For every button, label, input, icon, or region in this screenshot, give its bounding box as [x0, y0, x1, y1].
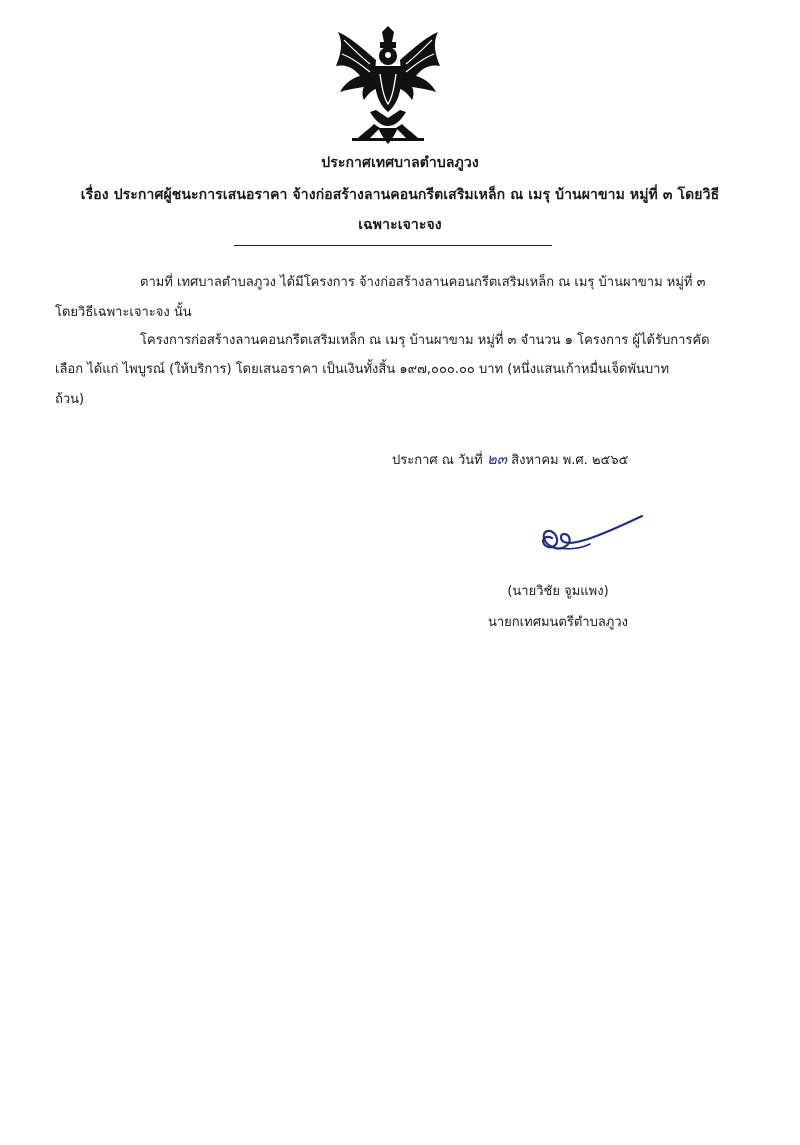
garuda-emblem-icon	[330, 26, 446, 144]
announcement-prefix: ประกาศ ณ วันที่	[392, 453, 483, 468]
paragraph-2-line-1: โครงการก่อสร้างลานคอนกรีตเสริมเหล็ก ณ เมรุ บ้านผาขาม หมู่ที่ ๓ จำนวน ๑ โครงการ ผู้ได้รับการคัด	[140, 333, 710, 348]
paragraph-1-line-2: โดยวิธีเฉพาะเจาะจง นั้น	[55, 305, 192, 320]
announcement-day: ๒๓	[486, 450, 508, 468]
subject-line-1: เรื่อง ประกาศผู้ชนะการเสนอราคา จ้างก่อสร้างลานคอนกรีตเสริมเหล็ก ณ เมรุ บ้านผาขาม หมู่ที่ ๓ โดยวิธี	[80, 187, 720, 203]
paragraph-1-line-1: ตามที่ เทศบาลตำบลภูวง ได้มีโครงการ จ้างก่อสร้างลานคอนกรีตเสริมเหล็ก ณ เมรุ บ้านผาขาม หมู่ที่ ๓	[140, 275, 706, 290]
handwritten-signature-icon	[530, 508, 650, 556]
subject-line-2: เฉพาะเจาะจง	[358, 217, 442, 233]
paragraph-2-line-3: ถ้วน)	[55, 392, 85, 407]
org-title: ประกาศเทศบาลตำบลภูวง	[321, 155, 479, 171]
divider-line	[234, 245, 552, 246]
signatory-position: นายกเทศมนตรีตำบลภูวง	[488, 615, 628, 630]
announcement-month-year: สิงหาคม พ.ศ. ๒๕๖๕	[511, 453, 629, 468]
paragraph-2-line-2: เลือก ได้แก่ ไพบูรณ์ (ให้บริการ) โดยเสนอราคา เป็นเงินทั้งสิ้น ๑๙๗,๐๐๐.๐๐ บาท (หนึ่งแสนเก้าหมื่นเจ็ดพันบาท	[55, 362, 670, 377]
announcement-date	[392, 452, 628, 468]
signatory-name: (นายวิชัย จูมแพง)	[507, 584, 609, 599]
